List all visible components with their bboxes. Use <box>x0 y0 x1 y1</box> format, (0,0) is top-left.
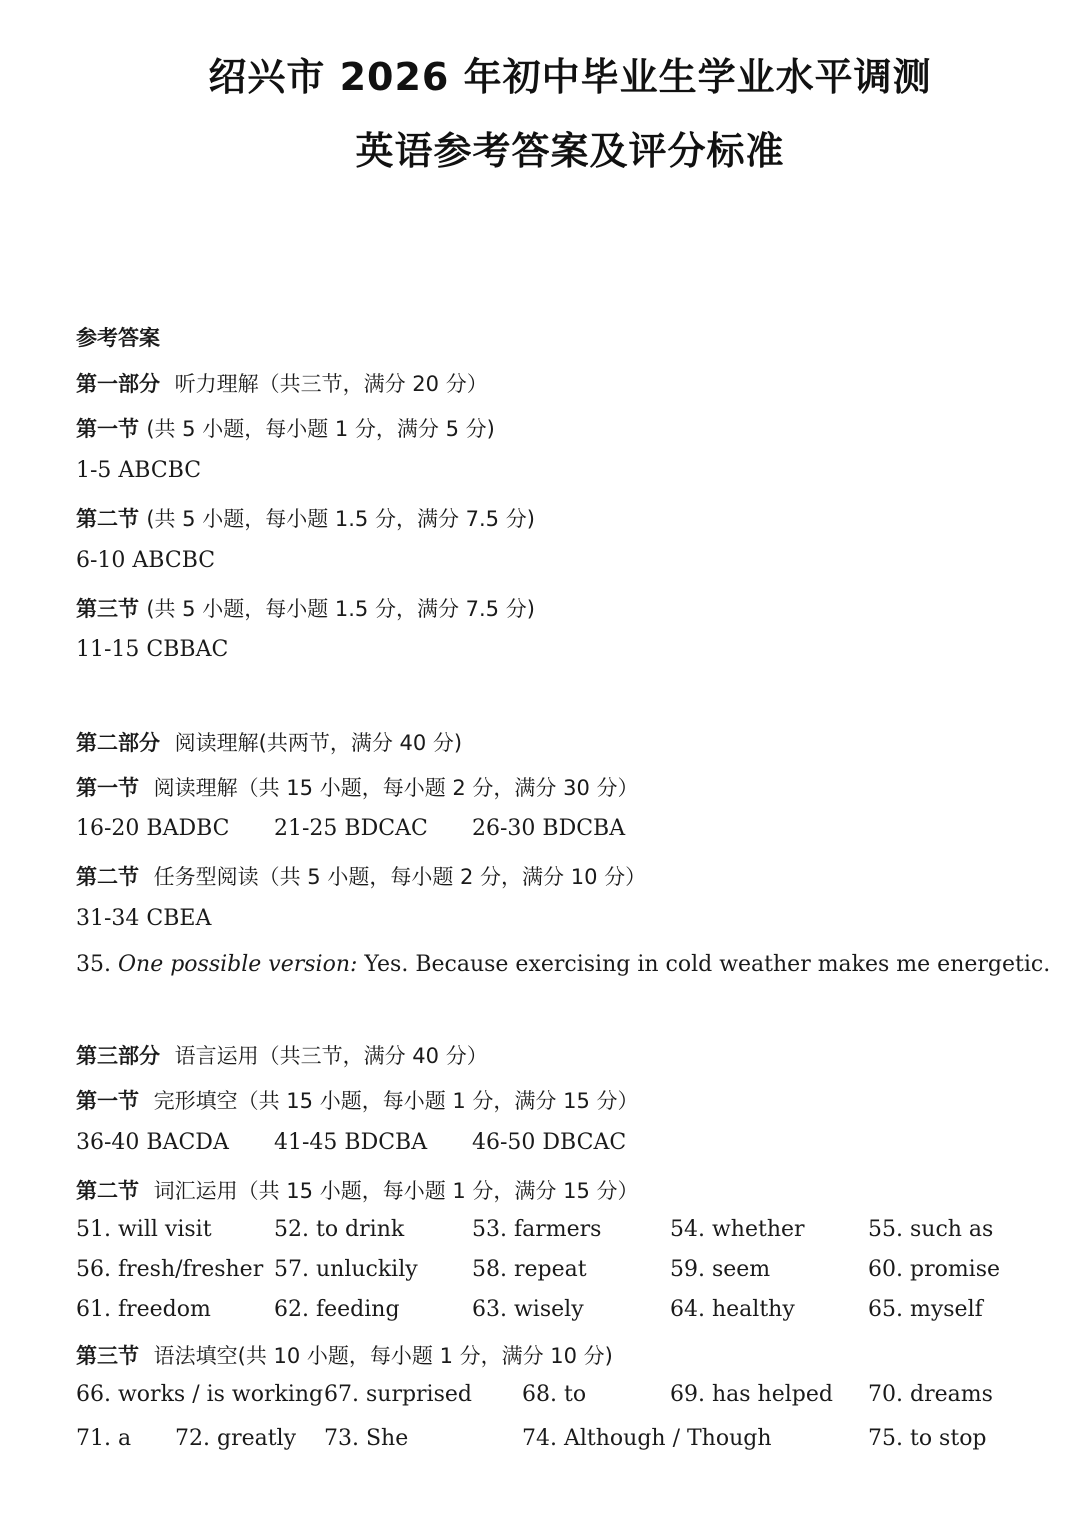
answer-item: 71. a <box>76 1426 132 1451</box>
part2-sec2-heading <box>76 861 646 891</box>
answer-item: 73. She <box>324 1426 409 1451</box>
answer-item: 64. healthy <box>670 1297 795 1322</box>
part1-sec3-answers: 11-15 CBBAC <box>76 637 229 662</box>
answer-item: 68. to <box>522 1382 587 1407</box>
part1-sec1-label: 第一节 <box>76 417 139 441</box>
vocab-row <box>0 1257 1080 1287</box>
part3-sec2-heading <box>76 1175 638 1205</box>
part1-sec1-desc: (共 5 小题，每小题 1 分，满分 5 分) <box>146 417 495 441</box>
part3-sec1-desc: 完形填空（共 15 小题，每小题 1 分，满分 15 分） <box>153 1089 639 1113</box>
part2-sec1-answers <box>0 816 1080 846</box>
part1-heading <box>76 368 488 398</box>
answer-item: 52. to drink <box>274 1217 405 1242</box>
part2-sec1-label: 第一节 <box>76 776 139 800</box>
answer-item: 63. wisely <box>472 1297 584 1322</box>
vocab-row <box>0 1217 1080 1247</box>
answer-item: 72. greatly <box>175 1426 297 1451</box>
answer-item: 66. works / is working <box>76 1382 324 1407</box>
part3-label: 第三部分 <box>76 1044 160 1068</box>
answer-item: 57. unluckily <box>274 1257 418 1282</box>
part2-heading <box>76 727 462 757</box>
part3-sec3-label: 第三节 <box>76 1344 139 1368</box>
part3-title: 语言运用（共三节，满分 40 分） <box>174 1044 488 1068</box>
answer-group: 46-50 DBCAC <box>472 1130 627 1155</box>
part3-sec2-desc: 词汇运用（共 15 小题，每小题 1 分，满分 15 分） <box>153 1179 639 1203</box>
part2-sec2-desc: 任务型阅读（共 5 小题，每小题 2 分，满分 10 分） <box>153 865 647 889</box>
part1-sec3-heading <box>76 593 535 623</box>
grammar-row <box>0 1426 1080 1456</box>
document-title: 绍兴市 2026 年初中毕业生学业水平调测 <box>208 55 932 99</box>
vocab-row <box>0 1297 1080 1327</box>
q35-version-label: One possible version: <box>118 952 358 977</box>
part3-sec2-label: 第二节 <box>76 1179 139 1203</box>
answer-item: 56. fresh/fresher <box>76 1257 264 1282</box>
part2-sec1-desc: 阅读理解（共 15 小题，每小题 2 分，满分 30 分） <box>153 776 639 800</box>
answer-item: 54. whether <box>670 1217 805 1242</box>
part3-sec1-heading <box>76 1085 638 1115</box>
part2-sec2-label: 第二节 <box>76 865 139 889</box>
part1-sec1-heading <box>76 413 495 443</box>
part1-sec2-desc: (共 5 小题，每小题 1.5 分，满分 7.5 分) <box>146 507 535 531</box>
part3-sec1-label: 第一节 <box>76 1089 139 1113</box>
answer-item: 70. dreams <box>868 1382 993 1407</box>
answer-item: 53. farmers <box>472 1217 602 1242</box>
part1-sec1-answers: 1-5 ABCBC <box>76 458 202 483</box>
part3-sec3-heading <box>76 1340 613 1370</box>
answer-item: 69. has helped <box>670 1382 833 1407</box>
answer-group: 41-45 BDCBA <box>274 1130 428 1155</box>
answer-group: 16-20 BADBC <box>76 816 230 841</box>
part1-sec2-answers: 6-10 ABCBC <box>76 548 216 573</box>
grammar-row <box>0 1382 1080 1412</box>
document-subtitle: 英语参考答案及评分标准 <box>355 129 785 173</box>
part1-sec2-heading <box>76 503 535 533</box>
answer-item: 59. seem <box>670 1257 771 1282</box>
answer-item: 65. myself <box>868 1297 983 1322</box>
part3-heading <box>76 1040 488 1070</box>
part1-label: 第一部分 <box>76 372 160 396</box>
part1-title: 听力理解（共三节，满分 20 分） <box>174 372 488 396</box>
answer-group: 36-40 BACDA <box>76 1130 229 1155</box>
q35-number: 35. <box>76 952 111 977</box>
answer-item: 51. will visit <box>76 1217 212 1242</box>
part2-sec1-heading <box>76 772 638 802</box>
answer-item: 62. feeding <box>274 1297 400 1322</box>
answers-heading: 参考答案 <box>76 326 160 350</box>
part3-sec1-answers <box>0 1130 1080 1160</box>
answer-group: 21-25 BDCAC <box>274 816 428 841</box>
part1-sec3-desc: (共 5 小题，每小题 1.5 分，满分 7.5 分) <box>146 597 535 621</box>
answer-item: 74. Although / Though <box>522 1426 772 1451</box>
answer-item: 75. to stop <box>868 1426 987 1451</box>
answer-item: 60. promise <box>868 1257 1001 1282</box>
part3-sec3-desc: 语法填空(共 10 小题，每小题 1 分，满分 10 分) <box>153 1344 613 1368</box>
part1-sec3-label: 第三节 <box>76 597 139 621</box>
answer-item: 67. surprised <box>324 1382 472 1407</box>
answer-item: 55. such as <box>868 1217 994 1242</box>
part2-sec2-answers: 31-34 CBEA <box>76 906 212 931</box>
answer-group: 26-30 BDCBA <box>472 816 626 841</box>
q35-answer <box>76 952 1050 977</box>
q35-text: Yes. Because exercising in cold weather makes me energetic. <box>364 952 1051 977</box>
part1-sec2-label: 第二节 <box>76 507 139 531</box>
part2-label: 第二部分 <box>76 731 160 755</box>
answer-item: 58. repeat <box>472 1257 587 1282</box>
answer-item: 61. freedom <box>76 1297 211 1322</box>
part2-title: 阅读理解(共两节，满分 40 分) <box>174 731 463 755</box>
